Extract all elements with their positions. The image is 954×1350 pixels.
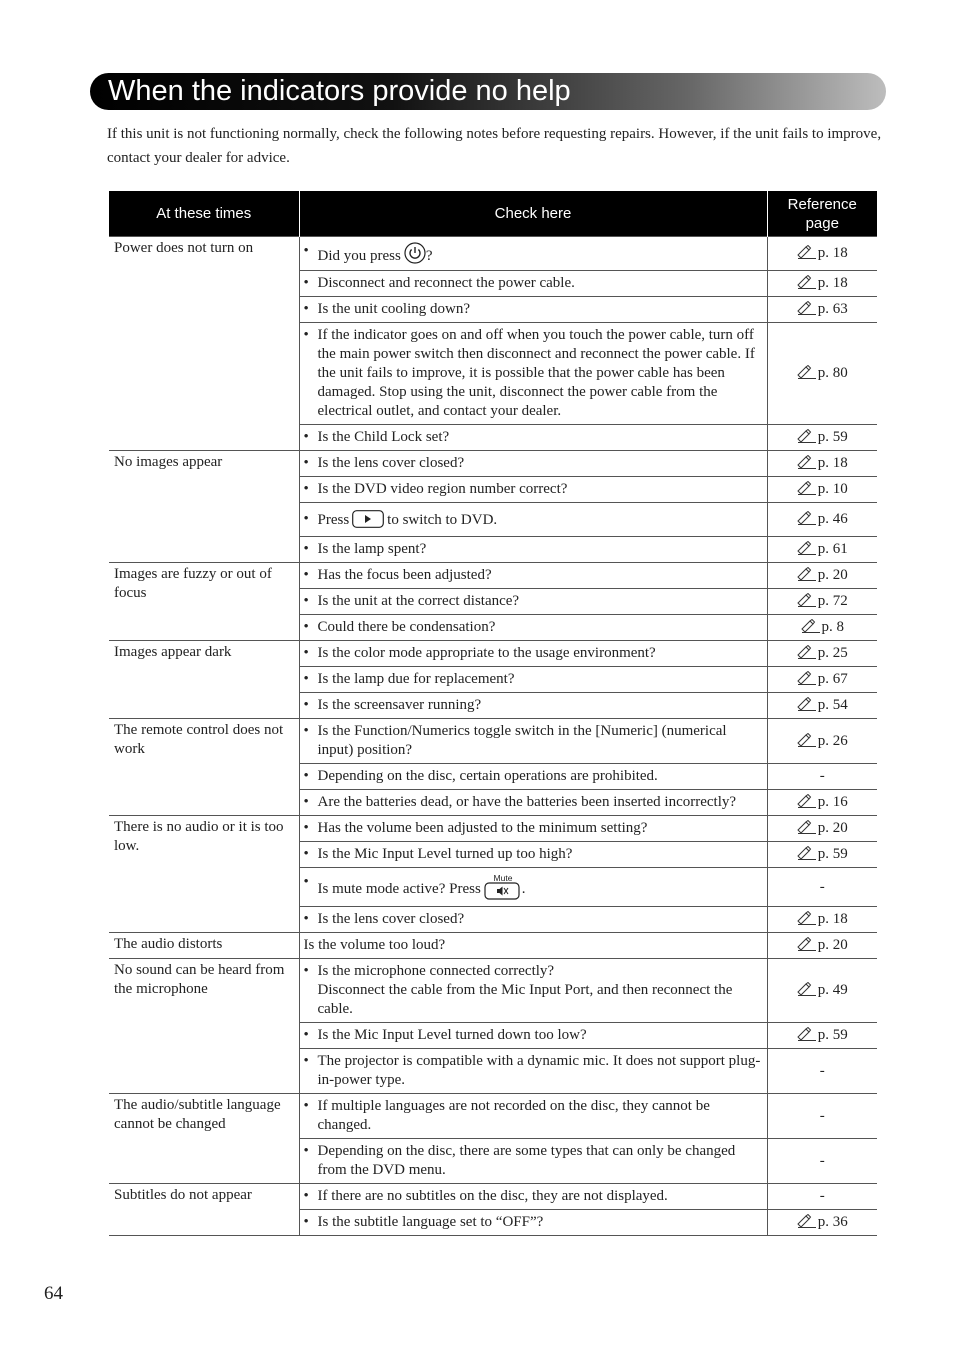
reference-page: - bbox=[819, 878, 825, 895]
reference-page: p. 59 bbox=[817, 846, 848, 862]
reference-arrow-icon bbox=[801, 619, 821, 633]
symptom-cell: No sound can be heard from the microphone bbox=[109, 959, 299, 1094]
check-cell bbox=[299, 1210, 767, 1236]
check-item bbox=[304, 592, 763, 611]
check-item bbox=[304, 618, 763, 637]
check-cell bbox=[299, 271, 767, 297]
reference-arrow-icon bbox=[797, 671, 817, 685]
symptom-cell: Power does not turn on bbox=[109, 237, 299, 451]
check-item bbox=[304, 1097, 763, 1135]
table-row bbox=[109, 816, 877, 842]
check-item bbox=[304, 566, 763, 585]
check-cell bbox=[299, 425, 767, 451]
reference-cell bbox=[767, 719, 877, 764]
check-text: Did you press bbox=[317, 247, 401, 264]
check-text: If multiple languages are not recorded on the disc, they cannot be changed. bbox=[317, 1098, 710, 1133]
check-cell bbox=[299, 790, 767, 816]
check-item bbox=[304, 819, 763, 838]
reference-page: p. 26 bbox=[817, 732, 848, 749]
check-text: Depending on the disc, there are some types that can only be changed from the DVD menu. bbox=[317, 1143, 736, 1178]
check-text: Depending on the disc, certain operations are prohibited. bbox=[317, 768, 658, 784]
reference-arrow-icon bbox=[797, 301, 817, 315]
reference-page: - bbox=[819, 1107, 825, 1124]
check-text: If the indicator goes on and off when you touch the power cable, turn off the main power switch then disconnect and reconnect the power cable. If the unit fails to improve, it is possible that the power cable has been damaged. Stop using the unit, disconnect the power cable from the electrical outlet, and contact your dealer. bbox=[317, 327, 755, 419]
reference-cell bbox=[767, 764, 877, 790]
reference-page: p. 67 bbox=[817, 671, 848, 687]
reference-arrow-icon bbox=[797, 846, 817, 860]
header-at-these-times: At these times bbox=[109, 191, 299, 237]
symptom-cell: The remote control does not work bbox=[109, 719, 299, 816]
reference-arrow-icon bbox=[797, 429, 817, 443]
reference-cell bbox=[767, 477, 877, 503]
check-text: Is the microphone connected correctly? bbox=[317, 963, 555, 979]
reference-arrow-icon bbox=[797, 645, 817, 659]
symptom-cell: Subtitles do not appear bbox=[109, 1184, 299, 1236]
check-text: Is the lamp spent? bbox=[317, 541, 427, 557]
page-number: 64 bbox=[44, 1283, 63, 1304]
check-cell bbox=[299, 1023, 767, 1049]
table-row bbox=[109, 641, 877, 667]
reference-cell bbox=[767, 425, 877, 451]
mute-button-icon bbox=[484, 873, 522, 901]
check-text: Is the unit at the correct distance? bbox=[317, 593, 520, 609]
table-row bbox=[109, 1094, 877, 1139]
reference-cell bbox=[767, 816, 877, 842]
section-title-bar bbox=[90, 73, 886, 110]
reference-arrow-icon bbox=[797, 365, 817, 379]
check-cell bbox=[299, 933, 767, 959]
check-text-after: to switch to DVD. bbox=[387, 511, 498, 528]
page-title: When the indicators provide no help bbox=[108, 75, 571, 107]
check-text: Disconnect and reconnect the power cable. bbox=[317, 275, 575, 291]
check-cell bbox=[299, 667, 767, 693]
reference-arrow-icon bbox=[797, 697, 817, 711]
check-text: Is the DVD video region number correct? bbox=[317, 481, 568, 497]
check-text: Is the unit cooling down? bbox=[317, 301, 470, 317]
reference-arrow-icon bbox=[797, 593, 817, 607]
header-reference-page: Reference page bbox=[767, 191, 877, 237]
table-row bbox=[109, 719, 877, 764]
check-item bbox=[304, 510, 763, 530]
check-item bbox=[304, 326, 763, 421]
check-cell bbox=[299, 563, 767, 589]
check-cell bbox=[299, 641, 767, 667]
reference-page: p. 63 bbox=[817, 301, 848, 317]
check-cell bbox=[299, 719, 767, 764]
check-item bbox=[304, 670, 763, 689]
reference-cell bbox=[767, 589, 877, 615]
check-text-after: ? bbox=[425, 247, 433, 264]
reference-page: p. 49 bbox=[817, 982, 848, 998]
reference-arrow-icon bbox=[797, 820, 817, 834]
check-item bbox=[304, 1142, 763, 1180]
reference-arrow-icon bbox=[797, 275, 817, 289]
check-cell bbox=[299, 764, 767, 790]
reference-arrow-icon bbox=[797, 733, 817, 747]
check-text: Has the focus been adjusted? bbox=[317, 567, 492, 583]
check-item bbox=[304, 845, 763, 864]
check-item bbox=[304, 962, 763, 1019]
check-item bbox=[304, 480, 763, 499]
reference-page: p. 16 bbox=[817, 794, 848, 810]
check-text: Is the lens cover closed? bbox=[317, 455, 465, 471]
check-item bbox=[304, 873, 763, 901]
check-item bbox=[304, 722, 763, 760]
table-row bbox=[109, 237, 877, 271]
reference-arrow-icon bbox=[797, 567, 817, 581]
reference-cell bbox=[767, 323, 877, 425]
check-cell bbox=[299, 1049, 767, 1094]
check-cell bbox=[299, 842, 767, 868]
reference-page: p. 80 bbox=[817, 365, 848, 381]
reference-page: p. 10 bbox=[817, 481, 848, 497]
reference-page: p. 54 bbox=[817, 697, 848, 713]
reference-cell bbox=[767, 451, 877, 477]
reference-cell bbox=[767, 271, 877, 297]
check-item bbox=[304, 428, 763, 447]
reference-cell bbox=[767, 537, 877, 563]
reference-cell bbox=[767, 959, 877, 1023]
check-item bbox=[304, 910, 763, 929]
check-item bbox=[304, 454, 763, 473]
check-item bbox=[304, 644, 763, 663]
check-text: Is the lens cover closed? bbox=[317, 911, 465, 927]
check-item bbox=[304, 274, 763, 293]
symptom-cell: There is no audio or it is too low. bbox=[109, 816, 299, 933]
check-text-after: . bbox=[521, 881, 526, 897]
reference-cell bbox=[767, 1210, 877, 1236]
check-text: Is mute mode active? Press bbox=[317, 881, 481, 897]
check-cell bbox=[299, 1094, 767, 1139]
check-cell bbox=[299, 1184, 767, 1210]
check-text: Is the lamp due for replacement? bbox=[317, 671, 515, 687]
reference-cell bbox=[767, 1139, 877, 1184]
check-item bbox=[304, 696, 763, 715]
reference-page: p. 18 bbox=[817, 245, 848, 261]
check-text: Is the screensaver running? bbox=[317, 697, 482, 713]
power-icon bbox=[404, 242, 426, 264]
check-cell bbox=[299, 589, 767, 615]
symptom-cell: Images appear dark bbox=[109, 641, 299, 719]
reference-cell bbox=[767, 1184, 877, 1210]
check-cell bbox=[299, 868, 767, 907]
mute-label: Mute bbox=[493, 873, 513, 883]
reference-arrow-icon bbox=[797, 982, 817, 996]
check-item bbox=[304, 300, 763, 319]
reference-cell bbox=[767, 1023, 877, 1049]
reference-page: p. 18 bbox=[817, 275, 848, 291]
check-cell bbox=[299, 537, 767, 563]
reference-page: - bbox=[819, 1062, 825, 1079]
table-row bbox=[109, 1184, 877, 1210]
check-text: Is the Mic Input Level turned down too low? bbox=[317, 1027, 587, 1043]
reference-page: p. 46 bbox=[817, 511, 848, 527]
reference-arrow-icon bbox=[797, 1214, 817, 1228]
reference-arrow-icon bbox=[797, 937, 817, 951]
check-cell bbox=[299, 477, 767, 503]
reference-cell bbox=[767, 1049, 877, 1094]
symptom-cell: Images are fuzzy or out of focus bbox=[109, 563, 299, 641]
check-text: Is the Mic Input Level turned up too high? bbox=[317, 846, 573, 862]
check-item bbox=[304, 936, 763, 955]
table-body bbox=[109, 237, 877, 1236]
table-row bbox=[109, 563, 877, 589]
check-cell bbox=[299, 297, 767, 323]
table-row bbox=[109, 451, 877, 477]
check-item bbox=[304, 793, 763, 812]
reference-page: - bbox=[819, 1152, 825, 1169]
check-item bbox=[304, 1213, 763, 1232]
reference-page: p. 20 bbox=[817, 937, 848, 953]
reference-page: - bbox=[819, 768, 825, 784]
table-header-row bbox=[109, 191, 877, 237]
reference-cell bbox=[767, 907, 877, 933]
check-item bbox=[304, 1187, 763, 1206]
reference-page: p. 20 bbox=[817, 567, 848, 583]
intro-paragraph: If this unit is not functioning normally, check the following notes before requesting repairs. However, if the unit fails to improve, contact your dealer for advice. bbox=[107, 126, 882, 166]
table-row bbox=[109, 933, 877, 959]
reference-arrow-icon bbox=[797, 541, 817, 555]
check-cell bbox=[299, 503, 767, 537]
header-check-here: Check here bbox=[299, 191, 767, 237]
check-text: Has the volume been adjusted to the minimum setting? bbox=[317, 820, 648, 836]
check-text: If there are no subtitles on the disc, they are not displayed. bbox=[317, 1188, 668, 1204]
reference-page: p. 25 bbox=[817, 645, 848, 661]
reference-page: p. 59 bbox=[817, 1027, 848, 1043]
reference-cell bbox=[767, 933, 877, 959]
reference-cell bbox=[767, 1094, 877, 1139]
reference-cell bbox=[767, 790, 877, 816]
reference-page: p. 20 bbox=[817, 820, 848, 836]
reference-page: p. 36 bbox=[817, 1214, 848, 1230]
check-cell bbox=[299, 237, 767, 271]
reference-cell bbox=[767, 237, 877, 271]
reference-page: p. 18 bbox=[817, 911, 848, 927]
symptom-cell: No images appear bbox=[109, 451, 299, 563]
reference-cell bbox=[767, 667, 877, 693]
reference-page: p. 59 bbox=[817, 429, 848, 445]
reference-cell bbox=[767, 693, 877, 719]
check-cell bbox=[299, 615, 767, 641]
reference-cell bbox=[767, 503, 877, 537]
check-text-line2: Disconnect the cable from the Mic Input Port, and then reconnect the cable. bbox=[317, 982, 733, 1017]
check-cell bbox=[299, 693, 767, 719]
reference-page: p. 72 bbox=[817, 593, 848, 609]
check-item bbox=[304, 1026, 763, 1045]
reference-arrow-icon bbox=[797, 911, 817, 925]
reference-cell bbox=[767, 615, 877, 641]
reference-arrow-icon bbox=[797, 481, 817, 495]
check-item bbox=[304, 242, 763, 266]
check-text: Is the subtitle language set to “OFF”? bbox=[317, 1214, 544, 1230]
check-cell bbox=[299, 959, 767, 1023]
reference-arrow-icon bbox=[797, 1027, 817, 1041]
reference-cell bbox=[767, 641, 877, 667]
check-text: Could there be condensation? bbox=[317, 619, 496, 635]
check-text: Is the Child Lock set? bbox=[317, 429, 450, 445]
check-text: Press bbox=[317, 511, 350, 528]
reference-arrow-icon bbox=[797, 245, 817, 259]
check-text: Is the volume too loud? bbox=[303, 937, 446, 953]
reference-arrow-icon bbox=[797, 455, 817, 469]
reference-cell bbox=[767, 868, 877, 907]
check-item bbox=[304, 540, 763, 559]
symptom-cell: The audio distorts bbox=[109, 933, 299, 959]
check-text: Are the batteries dead, or have the batteries been inserted incorrectly? bbox=[317, 794, 737, 810]
reference-arrow-icon bbox=[797, 794, 817, 808]
check-text: Is the Function/Numerics toggle switch in the [Numeric] (numerical input) position? bbox=[317, 723, 727, 758]
check-cell bbox=[299, 451, 767, 477]
check-text: The projector is compatible with a dynamic mic. It does not support plug-in-power type. bbox=[317, 1053, 761, 1088]
check-cell bbox=[299, 816, 767, 842]
check-cell bbox=[299, 323, 767, 425]
reference-page: - bbox=[819, 1188, 825, 1204]
check-item bbox=[304, 1052, 763, 1090]
reference-page: p. 61 bbox=[817, 541, 848, 557]
check-item bbox=[304, 767, 763, 786]
reference-page: p. 8 bbox=[821, 619, 844, 635]
troubleshooting-table bbox=[109, 191, 877, 1236]
symptom-cell: The audio/subtitle language cannot be changed bbox=[109, 1094, 299, 1184]
reference-arrow-icon bbox=[797, 511, 817, 525]
reference-cell bbox=[767, 842, 877, 868]
reference-page: p. 18 bbox=[817, 455, 848, 471]
play-button-icon bbox=[352, 510, 384, 528]
check-cell bbox=[299, 907, 767, 933]
check-text: Is the color mode appropriate to the usage environment? bbox=[317, 645, 656, 661]
check-cell bbox=[299, 1139, 767, 1184]
reference-cell bbox=[767, 297, 877, 323]
reference-cell bbox=[767, 563, 877, 589]
table-row bbox=[109, 959, 877, 1023]
